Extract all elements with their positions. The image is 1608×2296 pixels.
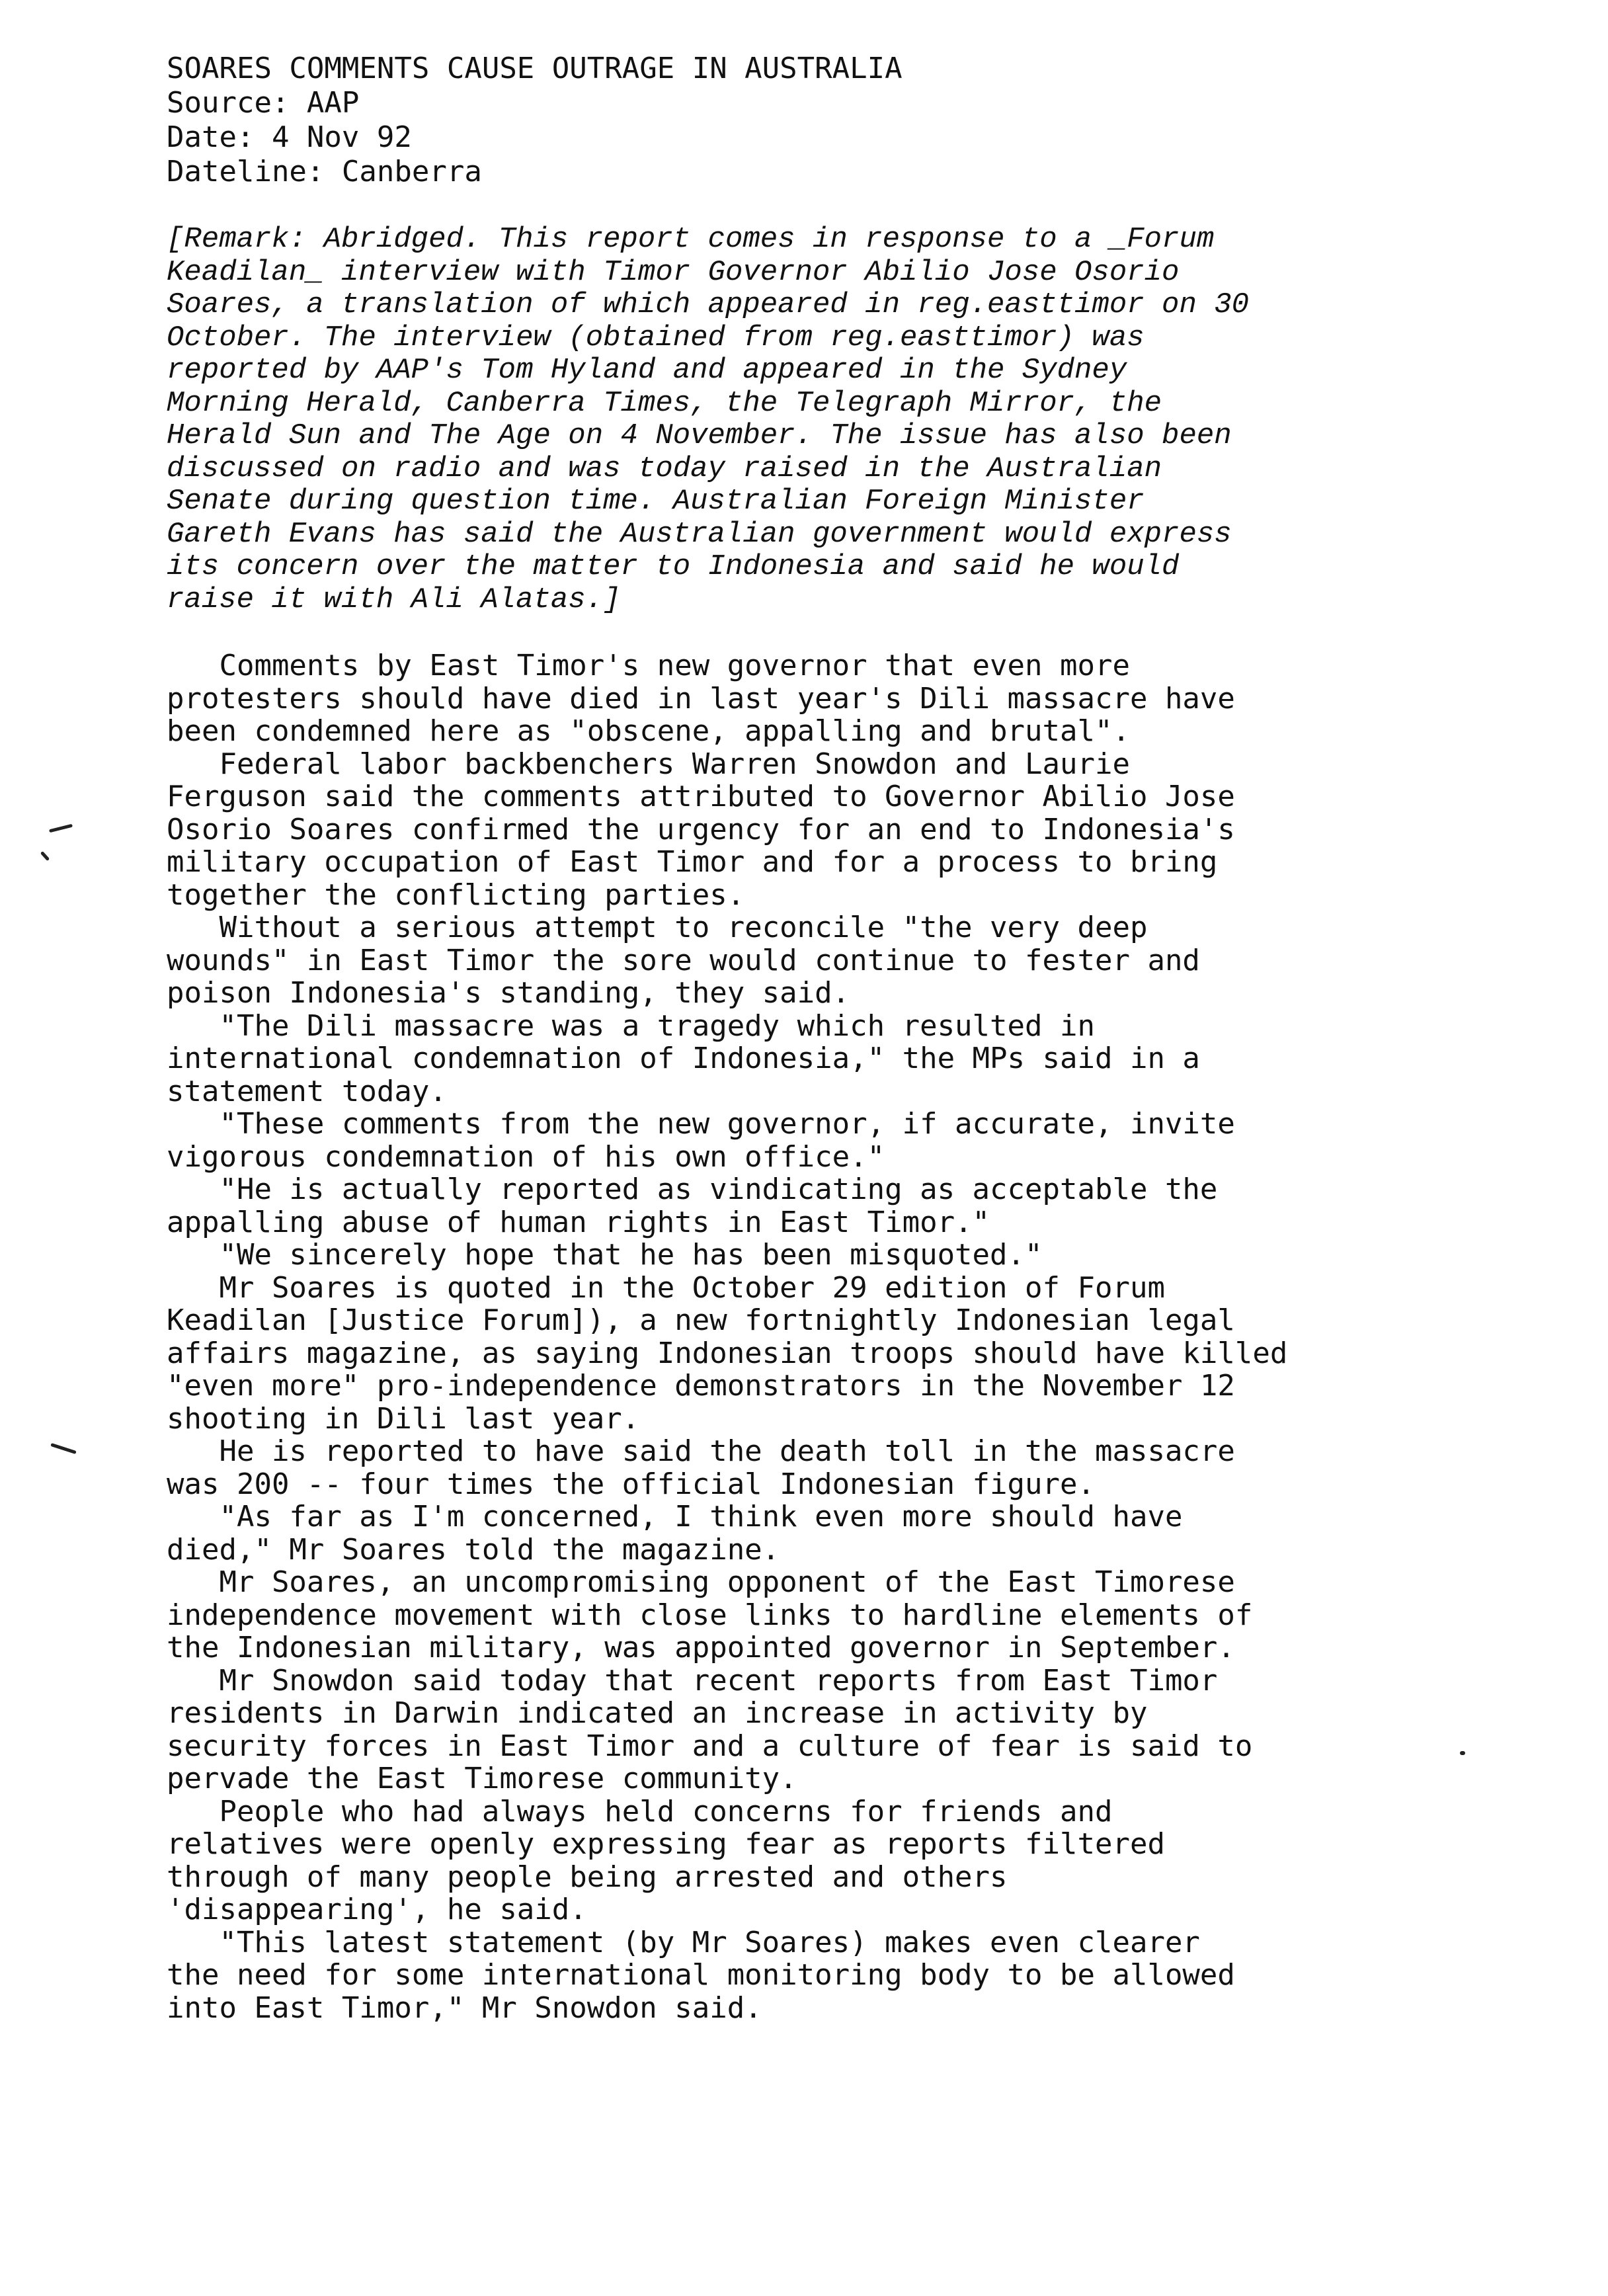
body-line: relatives were openly expressing fear as reports filtered (167, 1827, 1165, 1861)
body-line: "This latest statement (by Mr Soares) makes even clearer (167, 1925, 1200, 1959)
remark-line: Keadilan_ interview with Timor Governor Abilio Jose Osorio (167, 255, 1180, 289)
body-line: "As far as I'm concerned, I think even more should have (167, 1500, 1183, 1534)
body-line: "The Dili massacre was a tragedy which resulted in (167, 1008, 1095, 1043)
remark-line: Senate during question time. Australian Foreign Minister (167, 485, 1145, 518)
body-line: Osorio Soares confirmed the urgency for an end to Indonesia's (167, 812, 1235, 846)
body-line: 'disappearing', he said. (167, 1893, 587, 1926)
remark-line: Gareth Evans has said the Australian government would express (167, 517, 1232, 551)
body-line: together the conflicting parties. (167, 878, 745, 912)
remark-line: discussed on radio and was today raised in the Australian (167, 452, 1162, 485)
body-line: security forces in East Timor and a culture of fear is said to (167, 1729, 1253, 1763)
margin-mark (49, 824, 73, 833)
body-line: pervade the East Timorese community. (167, 1762, 797, 1795)
body-line: through of many people being arrested and others (167, 1860, 1008, 1894)
body-line: the need for some international monitoring body to be allowed (167, 1958, 1235, 1992)
remark-line: Morning Herald, Canberra Times, the Telegraph Mirror, the (167, 386, 1162, 420)
body-line: "These comments from the new governor, if accurate, invite (167, 1107, 1235, 1141)
body-line: wounds" in East Timor the sore would continue to fester and (167, 943, 1200, 977)
body-line: died," Mr Soares told the magazine. (167, 1532, 780, 1567)
body-line: Mr Snowdon said today that recent reports from East Timor (167, 1663, 1218, 1698)
body-line: independence movement with close links to hardline elements of (167, 1598, 1253, 1632)
remark-line: October. The interview (obtained from reg.easttimor) was (167, 321, 1145, 354)
remark-line: Soares, a translation of which appeared in reg.easttimor on 30 (167, 288, 1250, 321)
body-line: Comments by East Timor's new governor that even more (167, 649, 1130, 682)
margin-mark (40, 851, 50, 861)
body-line: "even more" pro-independence demonstrators in the November 12 (167, 1369, 1235, 1403)
remark-line: [Remark: Abridged. This report comes in response to a _Forum (167, 223, 1215, 256)
date-line: Date: 4 Nov 92 (167, 120, 412, 154)
body-line: People who had always held concerns for friends and (167, 1794, 1113, 1828)
body-line: statement today. (167, 1074, 447, 1108)
body-line: Ferguson said the comments attributed to Governor Abilio Jose (167, 780, 1235, 813)
body-line: into East Timor," Mr Snowdon said. (167, 1990, 762, 2025)
body-line: military occupation of East Timor and for a process to bring (167, 845, 1218, 879)
body-line: poison Indonesia's standing, they said. (167, 976, 850, 1010)
remark-line: its concern over the matter to Indonesia and said he would (167, 550, 1180, 583)
body-line: He is reported to have said the death toll in the massacre (167, 1434, 1235, 1468)
remark-line: raise it with Ali Alatas.] (167, 583, 621, 616)
editor-remark (167, 224, 1489, 616)
body-line: Mr Soares is quoted in the October 29 edition of Forum (167, 1270, 1165, 1305)
body-line: Mr Soares, an uncompromising opponent of the East Timorese (167, 1565, 1235, 1599)
body-line: appalling abuse of human rights in East Timor." (167, 1205, 990, 1239)
body-line: Without a serious attempt to reconcile "the very deep (167, 911, 1148, 944)
body-line: been condemned here as "obscene, appalling and brutal". (167, 714, 1130, 748)
body-line: international condemnation of Indonesia," the MPs said in a (167, 1042, 1200, 1075)
body-line: the Indonesian military, was appointed governor in September. (167, 1631, 1235, 1664)
body-line: vigorous condemnation of his own office." (167, 1139, 885, 1174)
margin-mark (50, 1443, 77, 1454)
body-line: Federal labor backbenchers Warren Snowdon and Laurie (167, 747, 1130, 781)
dateline-line: Dateline: Canberra (167, 155, 482, 188)
body-line: "He is actually reported as vindicating as acceptable the (167, 1172, 1218, 1206)
remark-line: reported by AAP's Tom Hyland and appeared in the Sydney (167, 354, 1127, 387)
body-line: residents in Darwin indicated an increase in activity by (167, 1696, 1148, 1730)
article-header (167, 52, 1489, 189)
body-line: Keadilan [Justice Forum]), a new fortnightly Indonesian legal (167, 1303, 1235, 1337)
body-line: "We sincerely hope that he has been misquoted." (167, 1238, 1043, 1272)
body-line: shooting in Dili last year. (167, 1401, 640, 1436)
body-line: affairs magazine, as saying Indonesian troops should have killed (167, 1336, 1288, 1370)
body-line: was 200 -- four times the official Indonesian figure. (167, 1467, 1095, 1501)
article (167, 52, 1489, 2024)
remark-line: Herald Sun and The Age on 4 November. The issue has also been (167, 419, 1232, 452)
article-body (167, 649, 1489, 2024)
article-title: SOARES COMMENTS CAUSE OUTRAGE IN AUSTRALIA (167, 52, 903, 85)
body-line: protesters should have died in last year's Dili massacre have (167, 681, 1235, 716)
source-line: Source: AAP (167, 86, 360, 120)
